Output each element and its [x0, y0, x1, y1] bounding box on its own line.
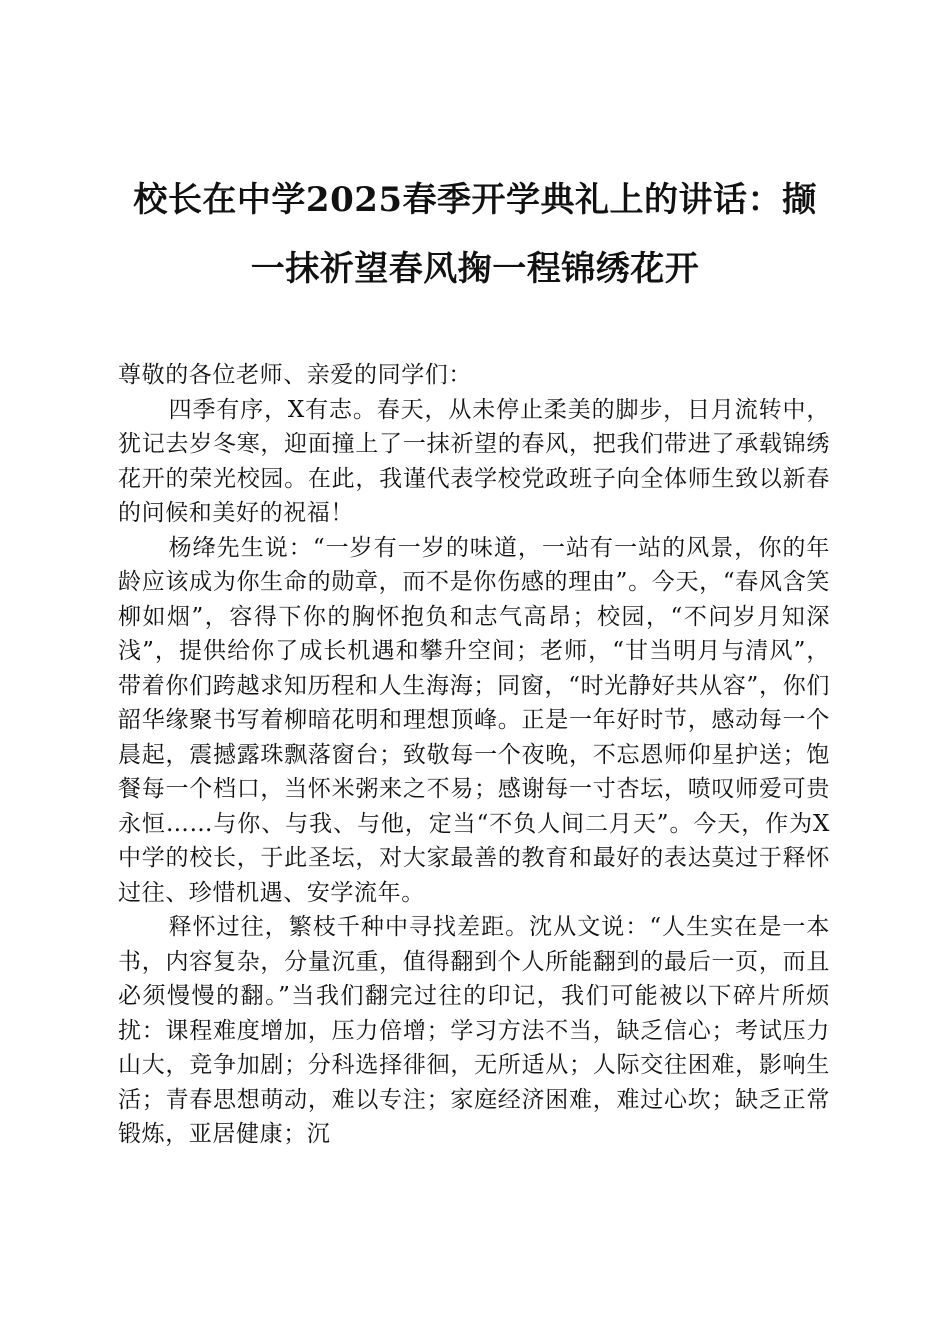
paragraph-2: 杨绛先生说：“一岁有一岁的味道，一站有一站的风景，你的年龄应该成为你生命的勋章，而不是你伤感的理由”。今天，“春风含笑柳如烟”，容得下你的胸怀抱负和志气高昂；校园，“不问岁月知深浅”，提供给你了成长机遇和攀升空间；老师，“甘当明月与清风”，带着你们跨越求知历程和人生海海；同窗，“时光静好共从容”，你们韶华缘聚书写着柳暗花明和理想顶峰。正是一年好时节，感动每一个晨起，震撼露珠飘落窗台；致敬每一个夜晚，不忘恩师仰星护送；饱餐每一个档口，当怀米粥来之不易；感谢每一寸杏坛，喷叹师爱可贵永恒……与你、与我、与他，定当“不负人间二月天”。今天，作为X中学的校长，于此圣坛，对大家最善的教育和最好的表达莫过于释怀过往、珍惜机遇、安学流年。 — [118, 534, 830, 906]
salutation: 尊敬的各位老师、亲爱的同学们： — [118, 362, 472, 388]
paragraph-1: 四季有序，X有志。春天，从未停止柔美的脚步，日月流转中，犹记去岁冬寒，迎面撞上了一抹祈望的春风，把我们带进了承载锦绣花开的荣光校园。在此，我谨代表学校党政班子向全体师生致以新春的问候和美好的祝福！ — [118, 396, 830, 526]
paragraph-3: 释怀过往，繁枝千种中寻找差距。沈从文说：“人生实在是一本书，内容复杂，分量沉重，值得翻到个人所能翻到的最后一页，而且必须慢慢的翻。”当我们翻完过往的印记，我们可能被以下碎片所烦扰：课程难度增加，压力倍增；学习方法不当，缺乏信心；考试压力山大，竞争加剧；分科选择徘徊，无所适从；人际交往困难，影响生活；青春思想萌动，难以专注；家庭经济困难，难过心坎；缺乏正常锻炼，亚居健康；沉 — [118, 914, 830, 1147]
document-title: 校长在中学2025春季开学典礼上的讲话：撷一抹祈望春风掬一程锦绣花开 — [133, 180, 817, 289]
document-body — [118, 358, 830, 1152]
